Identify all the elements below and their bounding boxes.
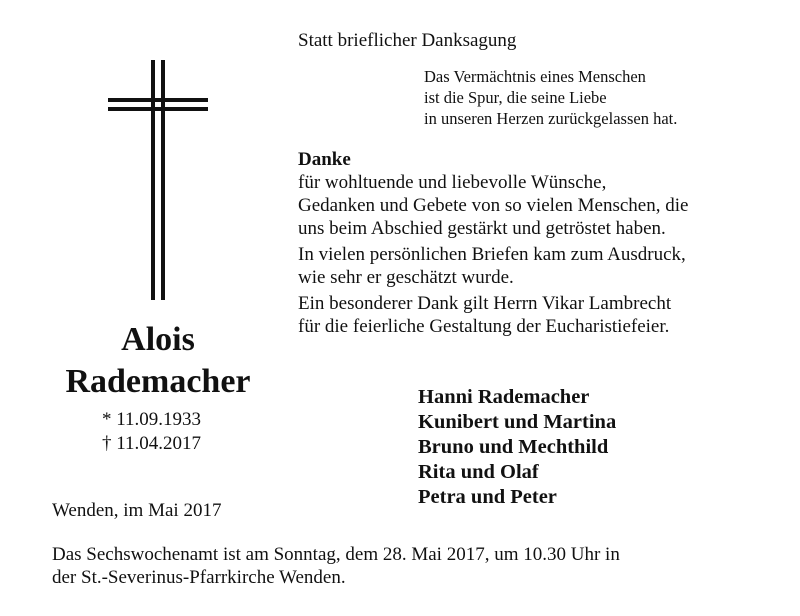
birth-date: * 11.09.1933 (102, 409, 202, 430)
text-line: für die feierliche Gestaltung der Eucharistiefeier. (298, 316, 670, 337)
signer: Bruno und Mechthild (418, 436, 609, 458)
cross-icon (108, 60, 208, 300)
text-line: uns beim Abschied gestärkt und getröstet haben. (298, 218, 666, 239)
intro-heading: Statt brieflicher Danksagung (298, 30, 517, 51)
death-date: † 11.04.2017 (102, 433, 202, 454)
service-announcement (52, 543, 620, 589)
paragraph-3 (298, 292, 688, 338)
footer-line: Das Sechswochenamt ist am Sonntag, dem 28. Mai 2017, um 10.30 Uhr in (52, 544, 620, 565)
text-line: Ein besonderer Dank gilt Herrn Vikar Lambrecht (298, 293, 672, 314)
memorial-quote (424, 66, 677, 129)
quote-line: Das Vermächtnis eines Menschen (424, 67, 646, 86)
thanks-heading: Danke (298, 149, 351, 170)
footer-line: der St.-Severinus-Pfarrkirche Wenden. (52, 567, 346, 588)
thanks-text (298, 148, 688, 338)
life-dates (102, 408, 201, 456)
signer: Rita und Olaf (418, 461, 539, 483)
signer: Petra und Peter (418, 486, 557, 508)
signers-list (418, 385, 616, 510)
signer: Hanni Rademacher (418, 386, 590, 408)
place-date: Wenden, im Mai 2017 (52, 500, 222, 521)
text-line: für wohltuende und liebevolle Wünsche, (298, 172, 607, 193)
text-line: In vielen persönlichen Briefen kam zum Ausdruck, (298, 244, 686, 265)
deceased-last-name: Rademacher (65, 363, 251, 400)
signer: Kunibert und Martina (418, 411, 617, 433)
paragraph-2 (298, 243, 688, 289)
paragraph-1 (298, 171, 688, 240)
deceased-first-name: Alois (121, 321, 195, 358)
quote-line: in unseren Herzen zurückgelassen hat. (424, 109, 678, 128)
text-line: wie sehr er geschätzt wurde. (298, 267, 514, 288)
text-line: Gedanken und Gebete von so vielen Menschen, die (298, 195, 689, 216)
quote-line: ist die Spur, die seine Liebe (424, 88, 607, 107)
